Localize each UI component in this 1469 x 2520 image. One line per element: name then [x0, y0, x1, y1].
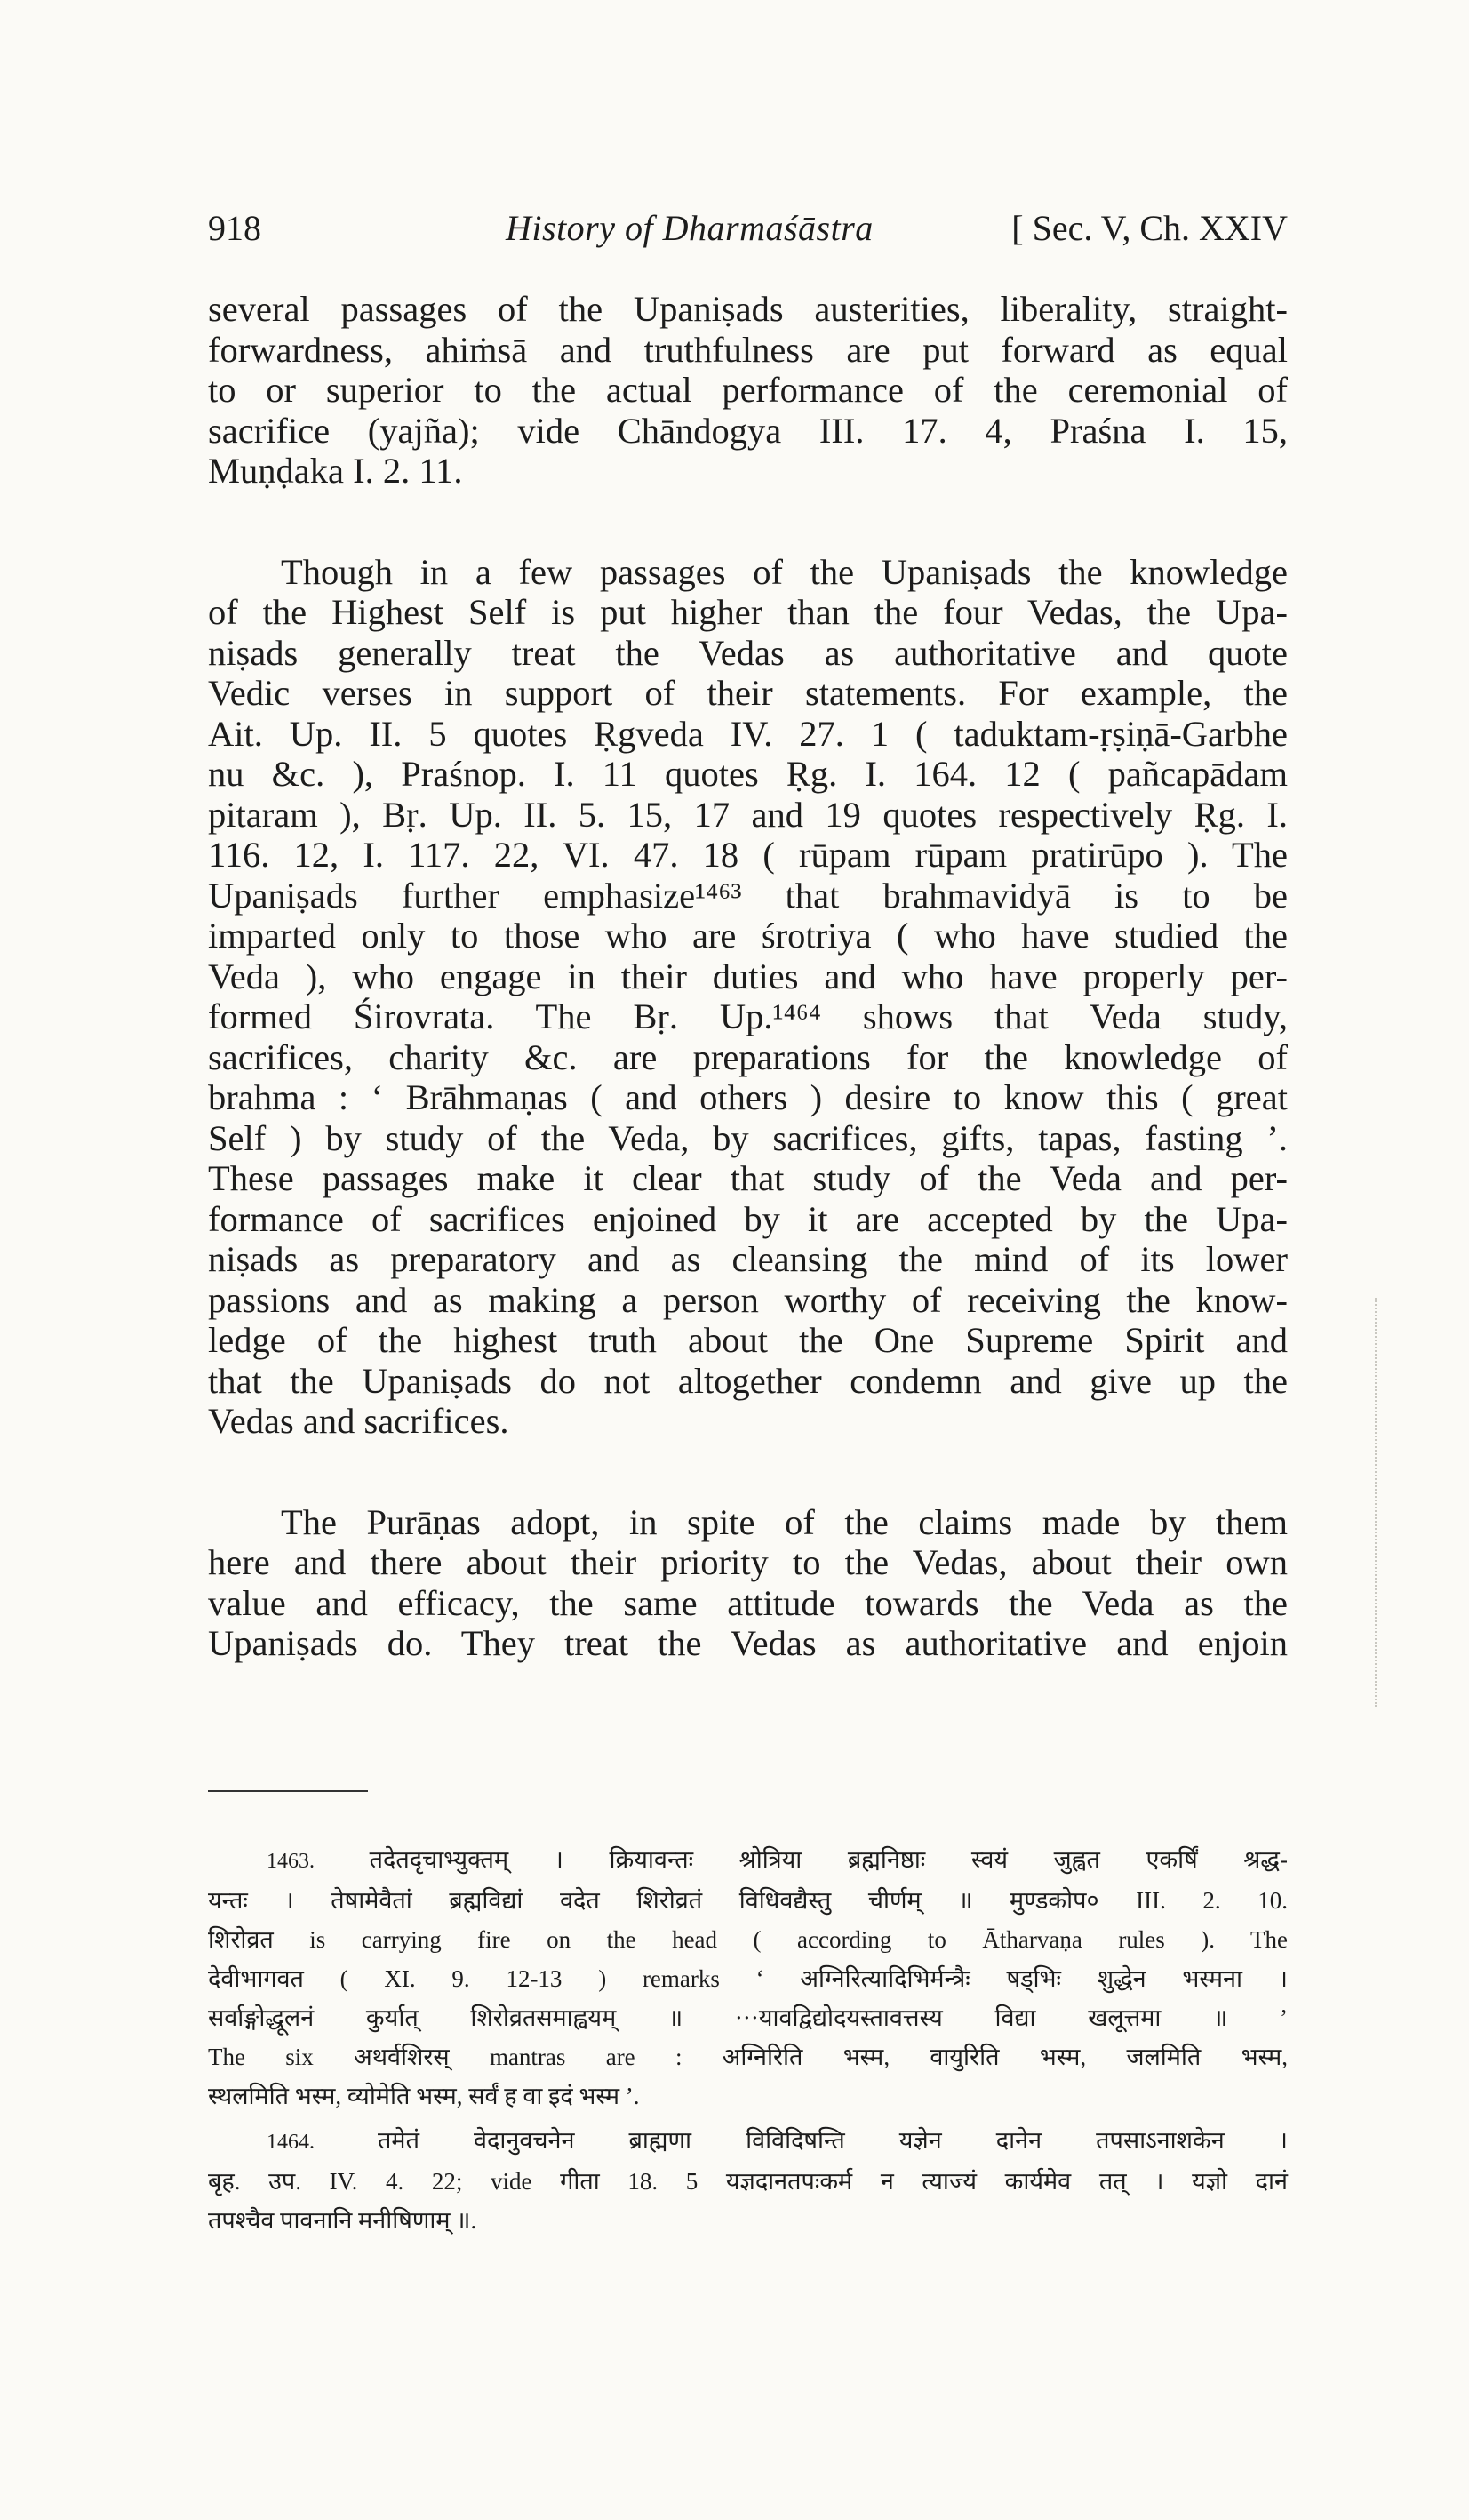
footnote-text: तदेतदृचाभ्युक्तम् । क्रियावन्तः श्रोत्रिया ब्रह्मनिष्ठाः स्वयं जुह्वत एकर्षिं श्रद्ध- [369, 1846, 1288, 1873]
footnote-number: 1464. [267, 2131, 315, 2154]
footnote-line: तपश्चैव पावनानि मनीषिणाम् ॥. [208, 2207, 477, 2234]
text-line: imparted only to those who are śrotriya ( who have studied the [208, 916, 1288, 956]
text-line: value and efficacy, the same attitude towards the Veda as the [208, 1582, 1288, 1623]
text-line: Vedas and sacrifices. [208, 1401, 509, 1441]
paragraph [208, 289, 1288, 492]
scan-artifact [1375, 1298, 1377, 1707]
page-number: 918 [208, 208, 261, 248]
text-line: Veda ), who engage in their duties and who have properly per- [208, 956, 1288, 996]
footnote-line [208, 1840, 1288, 1881]
text-line: Though in a few passages of the Upaniṣads the knowledge [281, 551, 1288, 592]
footnote-line [208, 2121, 1288, 2162]
text-line: nu &c. ), Praśnop. I. 11 quotes Ṛg. I. 164. 12 ( pañcapādam [208, 754, 1288, 794]
text-line: pitaram ), Bṛ. Up. II. 5. 15, 17 and 19 quotes respectively Ṛg. I. [208, 794, 1288, 835]
footnote-number: 1463. [267, 1850, 315, 1873]
text-line: forwardness, ahiṁsā and truthfulness are put forward as equal [208, 329, 1288, 370]
text-line: of the Highest Self is put higher than the four Vedas, the Upa- [208, 592, 1288, 632]
footnote-line: बृह. उप. IV. 4. 22; vide गीता 18. 5 यज्ञदानतपःकर्म न त्याज्यं कार्यमेव तत् । यज्ञो दानं [208, 2168, 1288, 2195]
text-line: sacrifices, charity &c. are preparations for the knowledge of [208, 1036, 1288, 1077]
text-line: Ait. Up. II. 5 quotes Ṛgveda IV. 27. 1 ( taduktam-ṛṣiṇā-Garbhe [208, 713, 1288, 754]
text-line: here and there about their priority to the Vedas, about their own [208, 1542, 1288, 1582]
footnote-line: शिरोव्रत is carrying fire on the head ( according to Ātharvaṇa rules ). The [208, 1926, 1288, 1953]
running-title: History of Dharmaśāstra [506, 208, 874, 248]
text-line: passions and as making a person worthy of receiving the know- [208, 1279, 1288, 1320]
text-line: sacrifice (yajña); vide Chāndogya III. 17. 4, Praśna I. 15, [208, 410, 1288, 451]
text-line: Self ) by study of the Veda, by sacrifices, gifts, tapas, fasting ’. [208, 1117, 1288, 1158]
text-line: The Purāṇas adopt, in spite of the claims made by them [281, 1501, 1288, 1542]
paragraph [208, 1502, 1288, 1664]
text-line: Upaniṣads further emphasize¹⁴⁶³ that brahmavidyā is to be [208, 875, 1288, 916]
footnote-separator [208, 1790, 368, 1792]
footnote-line: देवीभागवत ( XI. 9. 12-13 ) remarks ‘ अग्निरित्यादिभिर्मन्त्रैः षड्भिः शुद्धेन भस्मना । [208, 1965, 1288, 1992]
footnote-line: सर्वाङ्गोद्धूलनं कुर्यात् शिरोव्रतसमाह्वयम् ॥ ···यावद्विद्योदयस्तावत्तस्य विद्या खलूत्तमा ॥ ’ [208, 2004, 1288, 2031]
footnote-text: तमेतं वेदानुवचनेन ब्राह्मणा विविदिषन्ति यज्ञेन दानेन तपसाऽनाशकेन । [378, 2127, 1289, 2154]
text-line: ledge of the highest truth about the One Supreme Spirit and [208, 1320, 1288, 1360]
text-line: These passages make it clear that study of the Veda and per- [208, 1158, 1288, 1198]
footnote-line: यन्तः । तेषामेवैतां ब्रह्मविद्यां वदेत शिरोव्रतं विधिवद्यैस्तु चीर्णम् ॥ मुण्डकोप० III. 2. 10. [208, 1887, 1288, 1914]
section-reference: [ Sec. V, Ch. XXIV [1011, 208, 1288, 248]
text-line: Vedic verses in support of their statements. For example, the [208, 673, 1288, 713]
text-line: niṣads as preparatory and as cleansing the mind of its lower [208, 1239, 1288, 1279]
text-line: brahma : ‘ Brāhmaṇas ( and others ) desire to know this ( great [208, 1077, 1288, 1117]
footnote-1464 [208, 2121, 1288, 2240]
text-line: that the Upaniṣads do not altogether condemn and give up the [208, 1360, 1288, 1401]
paragraph [208, 552, 1288, 1442]
text-line: 116. 12, I. 117. 22, VI. 47. 18 ( rūpam rūpam pratirūpo ). The [208, 835, 1288, 875]
text-line: Muṇḍaka I. 2. 11. [208, 451, 463, 491]
text-line: several passages of the Upaniṣads austerities, liberality, straight- [208, 289, 1288, 329]
footnote-line: स्थलमिति भस्म, व्योमेति भस्म, सर्वं ह वा इदं भस्म ’. [208, 2083, 640, 2109]
footnote-line: The six अथर्वशिरस् mantras are : अग्निरिति भस्म, वायुरिति भस्म, जलमिति भस्म, [208, 2044, 1288, 2070]
text-line: Upaniṣads do. They treat the Vedas as authoritative and enjoin [208, 1623, 1288, 1663]
running-header [208, 206, 1288, 251]
text-line: formed Śirovrata. The Bṛ. Up.¹⁴⁶⁴ shows that Veda study, [208, 996, 1288, 1036]
footnote-1463 [208, 1840, 1288, 2116]
text-line: to or superior to the actual performance of the ceremonial of [208, 370, 1288, 410]
footnotes [208, 1840, 1288, 2245]
text-line: formance of sacrifices enjoined by it are accepted by the Upa- [208, 1198, 1288, 1239]
text-line: niṣads generally treat the Vedas as authoritative and quote [208, 632, 1288, 673]
main-text [208, 289, 1288, 1664]
